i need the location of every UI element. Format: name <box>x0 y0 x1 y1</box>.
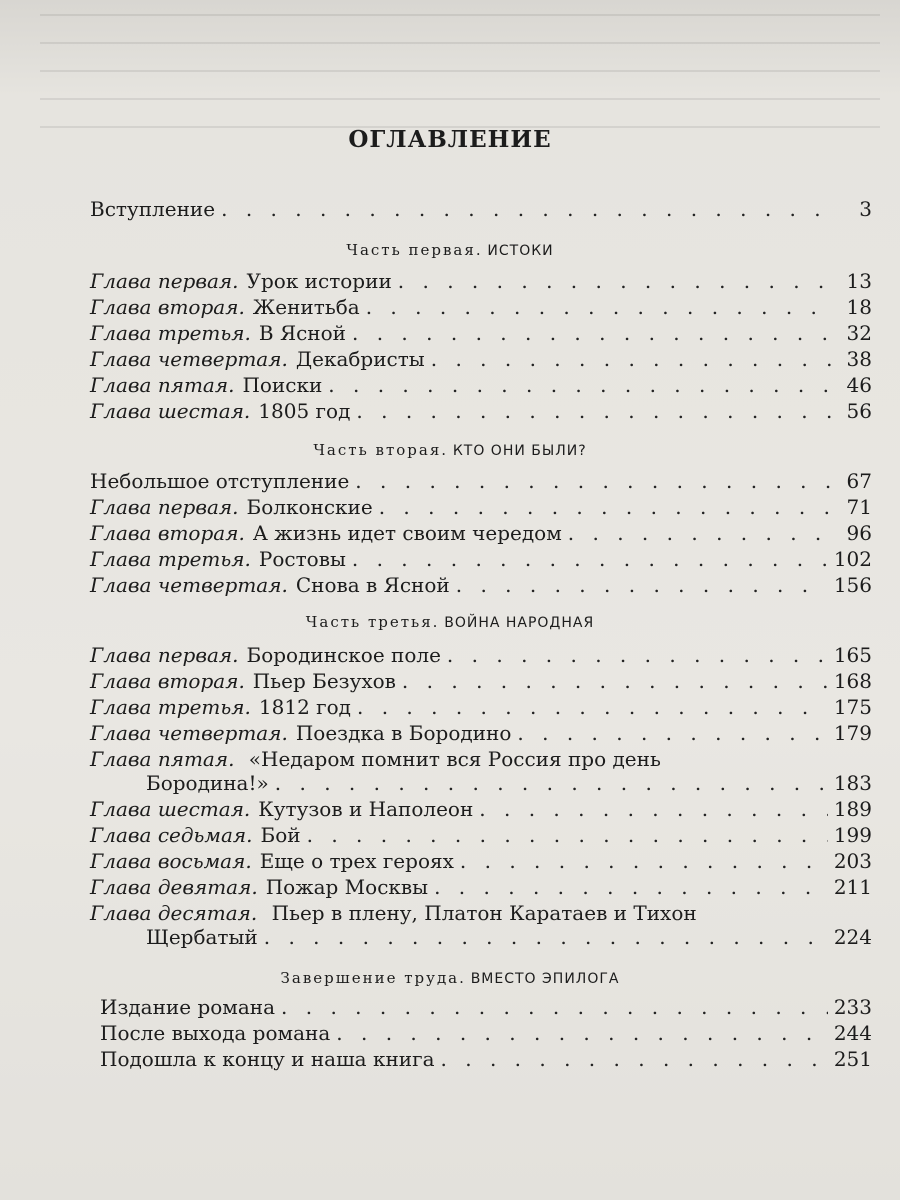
toc-entry <box>100 1044 872 1074</box>
page-number: 175 <box>833 695 872 719</box>
page-number: 67 <box>846 469 872 493</box>
chapter-label: Глава десятая. <box>90 901 258 925</box>
entry-title: В Ясной <box>258 321 346 345</box>
entry-title: Декабристы <box>295 347 425 371</box>
chapter-label: Глава третья. <box>90 321 251 345</box>
entry-title-line1: Пьер в плену, Платон Каратаев и Тихон <box>271 901 697 925</box>
page-number: 56 <box>846 399 872 423</box>
entry-title: 1812 год <box>258 695 351 719</box>
part-heading-4 <box>0 966 900 990</box>
toc-entry <box>90 570 872 600</box>
page-number: 224 <box>833 925 872 949</box>
page-number: 244 <box>833 1021 872 1045</box>
chapter-label: Глава шестая. <box>90 797 251 821</box>
chapter-label: Глава первая. <box>90 643 239 667</box>
part-heading-2 <box>0 438 900 462</box>
entry-title: После выхода романа <box>100 1021 331 1045</box>
page-number: 18 <box>846 295 872 319</box>
part-name: ВМЕСТО ЭПИЛОГА <box>470 971 620 987</box>
chapter-label: Глава первая. <box>90 495 239 519</box>
chapter-label: Глава четвертая. <box>90 721 288 745</box>
part-name: КТО ОНИ БЫЛИ? <box>452 443 587 459</box>
chapter-label: Глава пятая. <box>90 747 235 771</box>
page-number: 38 <box>846 347 872 371</box>
toc-entry-multiline-second <box>146 922 872 952</box>
page-number: 13 <box>846 269 872 293</box>
page-number: 156 <box>833 573 872 597</box>
entry-title: Урок истории <box>246 269 392 293</box>
chapter-label: Глава вторая. <box>90 521 245 545</box>
page-number: 46 <box>846 373 872 397</box>
part-heading-3 <box>0 610 900 634</box>
entry-title: Поиски <box>242 373 323 397</box>
entry-title: Издание романа <box>100 995 276 1019</box>
page-number: 96 <box>846 521 872 545</box>
page-number: 179 <box>833 721 872 745</box>
page-number: 233 <box>833 995 872 1019</box>
part-label: Часть первая. <box>346 241 483 259</box>
entry-title: 1805 год <box>258 399 351 423</box>
part-label: Завершение труда. <box>280 969 466 987</box>
dot-leader <box>441 1044 828 1074</box>
part-heading-1 <box>0 238 900 262</box>
chapter-label: Глава пятая. <box>90 373 235 397</box>
toc-entry-intro <box>90 194 872 224</box>
page-number: 203 <box>833 849 872 873</box>
chapter-label: Глава вторая. <box>90 669 245 693</box>
chapter-label: Глава шестая. <box>90 399 251 423</box>
dot-leader <box>356 396 836 426</box>
page-number: 183 <box>833 771 872 795</box>
entry-title: Поездка в Бородино <box>295 721 512 745</box>
part-label: Часть вторая. <box>313 441 449 459</box>
dot-leader <box>221 194 836 224</box>
entry-title-line2: Бородина!» <box>146 771 269 795</box>
entry-title: А жизнь идет своим чередом <box>252 521 562 545</box>
page-number: 168 <box>833 669 872 693</box>
page-number: 189 <box>833 797 872 821</box>
page-number: 71 <box>846 495 872 519</box>
page-number: 251 <box>833 1047 872 1071</box>
chapter-label: Глава третья. <box>90 695 251 719</box>
entry-title: Пьер Безухов <box>252 669 396 693</box>
dot-leader <box>456 570 828 600</box>
page-number: 165 <box>833 643 872 667</box>
entry-title-line1: «Недаром помнит вся Россия про день <box>248 747 661 771</box>
page-title: ОГЛАВЛЕНИЕ <box>348 126 552 153</box>
page-number: 211 <box>833 875 872 899</box>
entry-title: Небольшое отступление <box>90 469 350 493</box>
entry-title: Еще о трех героях <box>259 849 454 873</box>
page-number: 3 <box>859 197 872 221</box>
chapter-label: Глава вторая. <box>90 295 245 319</box>
bleed-through-text <box>40 0 880 130</box>
entry-title: Вступление <box>90 197 216 221</box>
chapter-label: Глава седьмая. <box>90 823 253 847</box>
chapter-label: Глава девятая. <box>90 875 258 899</box>
entry-title: Бой <box>260 823 301 847</box>
part-name: ИСТОКИ <box>487 243 554 259</box>
entry-title: Кутузов и Наполеон <box>258 797 474 821</box>
entry-title: Ростовы <box>258 547 346 571</box>
entry-title: Снова в Ясной <box>295 573 450 597</box>
chapter-label: Глава четвертая. <box>90 347 288 371</box>
page-number: 32 <box>846 321 872 345</box>
part-label: Часть третья. <box>305 613 440 631</box>
entry-title: Бородинское поле <box>246 643 441 667</box>
toc-entry <box>90 396 872 426</box>
chapter-label: Глава четвертая. <box>90 573 288 597</box>
page-number: 102 <box>833 547 872 571</box>
entry-title: Пожар Москвы <box>265 875 429 899</box>
page-number: 199 <box>833 823 872 847</box>
chapter-label: Глава восьмая. <box>90 849 252 873</box>
part-name: ВОЙНА НАРОДНАЯ <box>444 615 595 631</box>
entry-title: Женитьба <box>252 295 360 319</box>
chapter-label: Глава первая. <box>90 269 239 293</box>
chapter-label: Глава третья. <box>90 547 251 571</box>
entry-title: Подошла к концу и наша книга <box>100 1047 435 1071</box>
dot-leader <box>264 922 828 952</box>
entry-title: Болконские <box>246 495 373 519</box>
entry-title-line2: Щербатый <box>146 925 258 949</box>
